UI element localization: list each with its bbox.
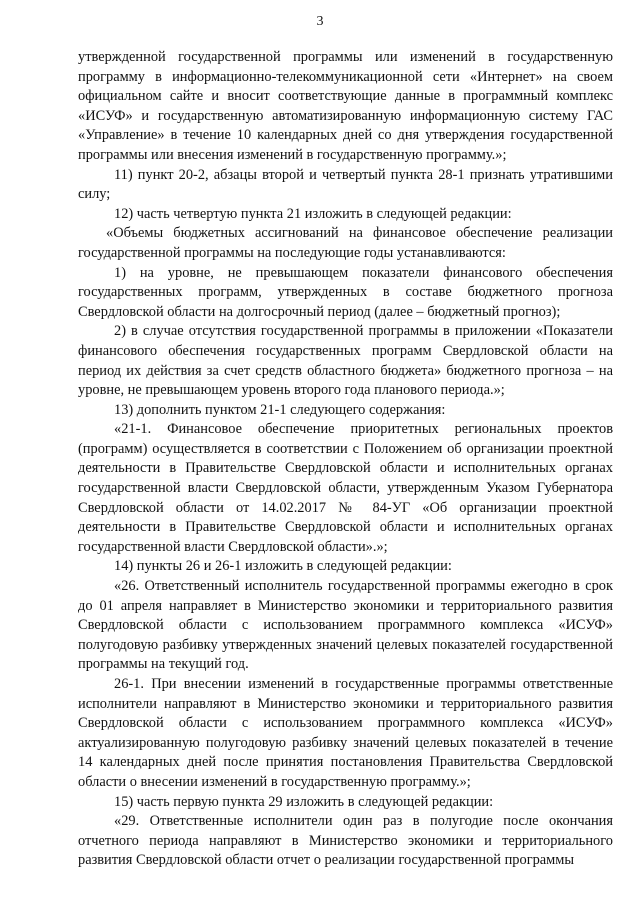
paragraph-item-14: 14) пункты 26 и 26-1 изложить в следующей редакции: xyxy=(114,558,452,575)
paragraph-continuation: утвержденной государственной программы или изменений в государственную программу в информационно-телекоммуникационной сети «Интернет» на своем официальном сайте и вносит соответствующие данные в программный комплекс «ИСУФ» и государственную автоматизированную информационную систему ГАС «Управление» в течение 10 календарных дней со дня утверждения государственной программы или внесения изменений в государственную программу.»; xyxy=(78,49,613,163)
paragraph-quote-21-1: «21-1. Финансовое обеспечение приоритетных региональных проектов (программ) осуществляется в соответствии с Положением об организации проектной деятельности в Правительстве Свердловской области и исполнительных органах государственной власти Свердловской области, утвержденным Указом Губернатора Свердловской области от 14.02.2017 № 84-УГ «Об организации проектной деятельности в Правительстве Свердловской области и исполнительных органах государственной власти Свердловской области».»; xyxy=(78,421,613,555)
paragraph-item-11: 11) пункт 20-2, абзацы второй и четвертый пункта 28-1 признать утратившими силу; xyxy=(78,166,613,203)
paragraph-quote-26-1: 26-1. При внесении изменений в государственные программы ответственные исполнители направляют в Министерство экономики и территориального развития Свердловской области с использованием программного комплекса «ИСУФ» актуализированную полугодовую разбивку значений целевых показателей в течение 14 календарных дней после принятия постановления Правительства Свердловской области о внесении изменений в государственную программу.»; xyxy=(78,676,613,790)
paragraph-item-12: 12) часть четвертую пункта 21 изложить в следующей редакции: xyxy=(114,205,512,222)
paragraph-quote-volumes: «Объемы бюджетных ассигнований на финансовое обеспечение реализации государственной программы на последующие годы устанавливаются: xyxy=(78,225,613,261)
page-number: 3 xyxy=(316,14,324,29)
paragraph-quote-29: «29. Ответственные исполнители один раз в полугодие после окончания отчетного периода направляют в Министерство экономики и территориального развития Свердловской области отчет о реализации государственной программы xyxy=(78,813,613,869)
paragraph-item-15: 15) часть первую пункта 29 изложить в следующей редакции: xyxy=(114,793,494,810)
paragraph-subitem-2: 2) в случае отсутствия государственной программы в приложении «Показатели финансового обеспечения государственных программ Свердловской области на период их действия за счет средств областного бюджета» бюджетного прогноза – на уровне, не превышающем уровень второго года планового периода.»; xyxy=(78,323,613,399)
paragraph-item-13: 13) дополнить пунктом 21-1 следующего содержания: xyxy=(114,401,446,418)
paragraph-subitem-1: 1) на уровне, не превышающем показатели финансового обеспечения государственных программ, утвержденных в составе бюджетного прогноза Свердловской области на долгосрочный период (далее – бюджетный прогноз); xyxy=(78,264,613,320)
paragraph-quote-26: «26. Ответственный исполнитель государственной программы ежегодно в срок до 01 апреля направляет в Министерство экономики и территориального развития Свердловской области с использованием программного комплекса «ИСУФ» полугодовую разбивку утвержденных значений целевых показателей государственной программы на текущий год. xyxy=(78,578,613,673)
document-body xyxy=(78,48,613,871)
